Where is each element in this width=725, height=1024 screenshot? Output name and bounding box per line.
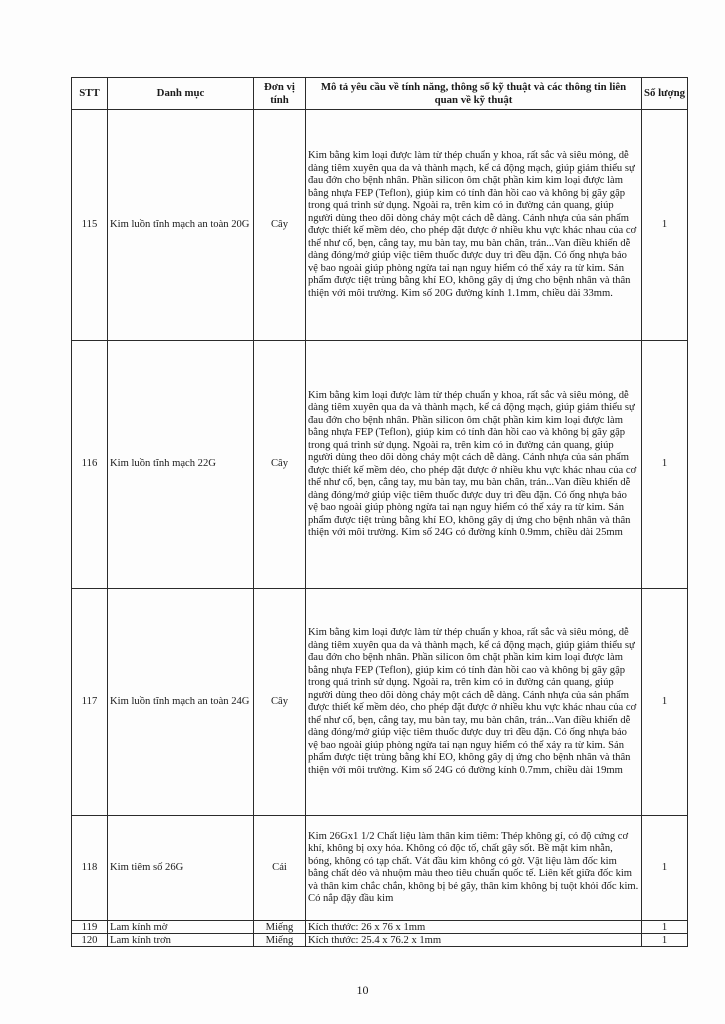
row-name: Kim luồn tĩnh mạch an toàn 20G: [108, 110, 254, 341]
row-description: Kích thước: 26 x 76 x 1mm: [306, 921, 642, 934]
row-quantity: 1: [642, 589, 688, 816]
equipment-spec-table: [71, 77, 688, 947]
row-unit: Miếng: [254, 921, 306, 934]
row-quantity: 1: [642, 341, 688, 589]
row-description: Kích thước: 25.4 x 76.2 x 1mm: [306, 934, 642, 947]
row-name: Kim luồn tĩnh mạch 22G: [108, 341, 254, 589]
row-stt: 118: [72, 816, 108, 921]
header-quantity: Số lượng: [642, 78, 688, 110]
row-stt: 120: [72, 934, 108, 947]
row-description: Kim bằng kim loại được làm từ thép chuẩn y khoa, rất sắc và siêu mỏng, dễ dàng tiêm xuyên qua da và thành mạch, kể cả động mạch, giúp giảm thiểu sự đau đớn cho bệnh nhân. Phần silicon ôm chặt phần kim kim loại được làm bằng nhựa FEP (Teflon), giúp kim có tính đàn hồi cao và không bị gãy gập trong quá trình sử dụng. Ngoài ra, trên kim có in đường cản quang, giúp người dùng theo dõi dòng chảy một cách dễ dàng. Cánh nhựa của sản phẩm được thiết kế mềm dẻo, cho phép đặt được ở nhiều khu vực khác nhau của cơ thể như cổ, bẹn, cẳng tay, mu bàn tay, mu bàn chân, trán...Van điều khiển dễ dàng đóng/mở giúp việc tiêm thuốc được duy trì đều đặn. Có ống nhựa bảo vệ bao ngoài giúp phòng ngừa tai nạn nguy hiểm có thể xảy ra từ kim. Sản phẩm được tiệt trùng bằng khí EO, không gây dị ứng cho bệnh nhân và thân thiện với môi trường. Kim số 24G có đường kính 0.7mm, chiều dài 19mm: [306, 589, 642, 816]
row-name: Kim tiêm số 26G: [108, 816, 254, 921]
row-quantity: 1: [642, 934, 688, 947]
row-unit: Cây: [254, 341, 306, 589]
row-description: Kim 26Gx1 1/2 Chất liệu làm thân kim tiêm: Thép không gỉ, có độ cứng cơ khí, không bị oxy hóa. Không có độc tố, chất gây sốt. Bề mặt kim nhẵn, bóng, không có tạp chất. Vát đầu kim không có gờ. Vật liệu làm đốc kim bằng chất dẻo và nhuộm màu theo tiêu chuẩn quốc tế. Liên kết giữa đốc kim và thân kim chắc chắn, không bị bẻ gãy, thân kim không bị tuột khỏi đốc kim. Có nắp đậy đầu kim: [306, 816, 642, 921]
row-unit: Cái: [254, 816, 306, 921]
row-stt: 119: [72, 921, 108, 934]
row-unit: Cây: [254, 589, 306, 816]
page-number: 10: [356, 983, 369, 997]
row-unit: Miếng: [254, 934, 306, 947]
table-row: [72, 589, 688, 816]
row-stt: 116: [72, 341, 108, 589]
row-quantity: 1: [642, 816, 688, 921]
row-unit: Cây: [254, 110, 306, 341]
table-header-row: [72, 78, 688, 110]
table-row: [72, 934, 688, 947]
table-row: [72, 110, 688, 341]
table-row: [72, 341, 688, 589]
row-stt: 115: [72, 110, 108, 341]
row-name: Lam kính mờ: [108, 921, 254, 934]
table-row: [72, 816, 688, 921]
header-stt: STT: [72, 78, 108, 110]
row-description: Kim bằng kim loại được làm từ thép chuẩn y khoa, rất sắc và siêu mỏng, dễ dàng tiêm xuyên qua da và thành mạch, kể cả động mạch, giúp giảm thiểu sự đau đớn cho bệnh nhân. Phần silicon ôm chặt phần kim kim loại được làm bằng nhựa FEP (Teflon), giúp kim có tính đàn hồi cao và không bị gãy gập trong quá trình sử dụng. Ngoài ra, trên kim có in đường cản quang, giúp người dùng theo dõi dòng chảy một cách dễ dàng. Cánh nhựa của sản phẩm được thiết kế mềm dẻo, cho phép đặt được ở nhiều khu vực khác nhau của cơ thể như cổ, bẹn, cẳng tay, mu bàn tay, mu bàn chân, trán...Van điều khiển dễ dàng đóng/mở giúp việc tiêm thuốc được duy trì đều đặn. Có ống nhựa bảo vệ bao ngoài giúp phòng ngừa tai nạn nguy hiểm có thể xảy ra từ kim. Sản phẩm được tiệt trùng bằng khí EO, không gây dị ứng cho bệnh nhân và thân thiện với môi trường. Kim số 20G đường kính 1.1mm, chiều dài 33mm.: [306, 110, 642, 341]
row-name: Kim luồn tĩnh mạch an toàn 24G: [108, 589, 254, 816]
row-quantity: 1: [642, 921, 688, 934]
table-row: [72, 921, 688, 934]
header-unit: Đơn vị tính: [254, 78, 306, 110]
row-name: Lam kính trơn: [108, 934, 254, 947]
row-stt: 117: [72, 589, 108, 816]
row-description: Kim bằng kim loại được làm từ thép chuẩn y khoa, rất sắc và siêu mỏng, dễ dàng tiêm xuyên qua da và thành mạch, kể cả động mạch, giúp giảm thiểu sự đau đớn cho bệnh nhân. Phần silicon ôm chặt phần kim kim loại được làm bằng nhựa FEP (Teflon), giúp kim có tính đàn hồi cao và không bị gãy gập trong quá trình sử dụng. Ngoài ra, trên kim có in đường cản quang, giúp người dùng theo dõi dòng chảy một cách dễ dàng. Cánh nhựa của sản phẩm được thiết kế mềm dẻo, cho phép đặt được ở nhiều khu vực khác nhau của cơ thể như cổ, bẹn, cẳng tay, mu bàn tay, mu bàn chân, trán...Van điều khiển dễ dàng đóng/mở giúp việc tiêm thuốc được duy trì đều đặn. Có ống nhựa bảo vệ bao ngoài giúp phòng ngừa tai nạn nguy hiểm có thể xảy ra từ kim. Sản phẩm được tiệt trùng bằng khí EO, không gây dị ứng cho bệnh nhân và thân thiện với môi trường. Kim số 24G có đường kính 0.9mm, chiều dài 25mm: [306, 341, 642, 589]
row-quantity: 1: [642, 110, 688, 341]
header-description: Mô tả yêu cầu về tính năng, thông số kỹ thuật và các thông tin liên quan về kỹ thuật: [306, 78, 642, 110]
header-category: Danh mục: [108, 78, 254, 110]
